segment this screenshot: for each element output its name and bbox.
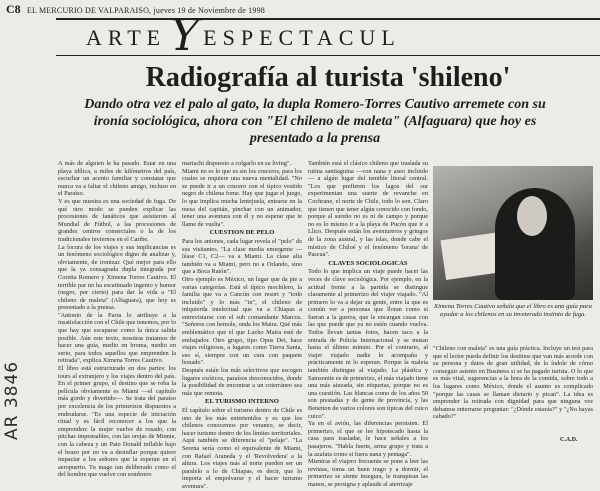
paragraph: El capítulo sobre el turismo dentro de Chile es uno de los más entretenidos y es que los chilenos conocemos por veraneo, se decir, hacer turismo dentro de los límites territoriales. Aquí también se diferencia el "pelaje". "La Serena sería como el equivalente de Miami, con Rafael Araneda y el 'Revolvedera' a la altura. Los viajes más al norte pueden ser un paralelo a lo de Chiapas, es decir, que lo importa el empolvarse y el hacer turismo aventura". <box>182 407 302 490</box>
paragraph: Ya en el avión, las diferencias persisten. El primerizo, el que se lee hipotecado hasta la casa para trasladar, le hace señales a los pasajeros. "Habla fuerte, arma grupo y trata a la azafata como si fuera nana y pentaga". <box>308 420 428 458</box>
author-credit: C.A.D. <box>560 437 578 443</box>
paragraph: La locura de los viajes y sus implicancias es un fenómeno sociológico digno de analizar y, obviamente, de ironizar. Qué mejor para ello que la ya consagrada dupla integrada por Coretta Romero y Ximena Torres Cautivo. El terrible par no ha escatimado ingenio y humor (negro, por cierto) para dar la vida a "El chileno de maleta" (Alfaguara), que hoy es presentado a la prensa. <box>58 243 176 312</box>
page-header <box>6 2 594 15</box>
article-column-2 <box>182 160 302 490</box>
section-word-espectaculos: ESPECTACUL <box>203 24 401 50</box>
subheading-claves-sociologicas: CLAVES SOCIOLOGICAS <box>328 259 408 267</box>
paragraph: Otro ejemplo es México, un lugar que da pie a varias categorías. Está el típico mochilero, la familia que va a Cancún con resort y "todo incluido" y lo más "in", el chileno de iniquierda intelectual que va a Chiapas a entrevistarse con el sub comandante Marcos. "Señores con bemole, onda los Maira. Qué más emblemático que el que Lucho Maira esté de embajador. Otro grupo, tipo Opus Dei, hace viajes religiosos, a lugares como Tierra Santa, eso sí, siempre con un cura con paquete bonado". <box>182 275 302 367</box>
photo-face-shape <box>517 196 547 236</box>
article-deck: Dando otra vez el palo al gato, la dupla Romero-Torres Cautivo arremete con su ironía sociológica, ahora con "El chileno de maleta" (Alfaguara) que hoy es presentado a la prensa <box>84 97 546 146</box>
paragraph: También está el clásico chileno que traslada su rutina santiaguina —con nana y aseo incluido— a algún lugar del temible litoral central. "Los que prefieren los lagos del sur experimentan una suerte de revanche en Cochrane, el norte de Chile, todo lo son. Claro que tienen que tener algún conocido con fondo, porque al sureño no es ni de campo y porque no es lo mismo ir a la playa de Pucón que ir a Llico. Después están los aventureros y gringos de la zona austral, y las islas, donde cabe el místico de Chiloé y el fenómeno 'lorana' de Pascua". <box>308 160 428 259</box>
paragraph: Para los aniones, cada lugar revela el "pelo" de sus visitantes. "La clase media emergente —léase C1, C2— va a Miami. La clase alta también va a Miami, pero no a Orlando, sino que a Boca Ratón". <box>182 237 302 276</box>
article-headline: Radiografía al turista 'shileno' <box>145 62 511 93</box>
handwritten-margin-note: AR 3846 <box>2 360 22 440</box>
subheading-turismo-interno: EL TURISMO INTERNO <box>205 398 279 406</box>
article-column-3 <box>308 160 428 488</box>
article-column-4 <box>433 345 593 433</box>
paragraph: Miami no es lo que es sin los cruceros, para los cuales se requiere una nueva mentalidad. "No se puede ir a un crucero con el típico vestido negro de chilena fome. Hay que jugar el juego, lo que implica mucha lentejuela, entrarse en la mesa del capitán, pinchar con un animador, tener una aventura con él y no esperar que te llame de vuelta". <box>182 167 302 228</box>
paragraph: mariachi dispuesto a colgarlo en su living". <box>182 160 292 167</box>
section-ampersand: Y <box>170 9 200 61</box>
paragraph: A más de alguien le ha pasado. Estar en una playa idílica, a miles de kilómetros del país, escuchar un acento familiar y constatar que nunca va a faltar el chileno amigo, incluso en el Paraíso. <box>58 160 176 198</box>
author-photo <box>433 166 593 300</box>
subheading-cuestion-de-pelo: CUESTION DE PELO <box>209 229 275 237</box>
paragraph: El libro está estructurado en dos partes: los tours al extranjero y los viajes dentro del país. En el primer grupo, el destino que se roba la película obviamente es Miami —el capítulo más gordo y divertido—. Se trata del paraíso por excelencia de los primerizos dispuestos a endeudarse. "Es una especie de iniciación ritual y es fácil reconocer a los que la emprenden: la mujer vuelve de rosado, con pitchas impensables, con las orejas de Minnie, con la cabeza y un Pato Donald inflable bajo el brazo por no va a desinflar porque quiere impactar a los señores que la esperan en el aeropuerto. Tu mago tan deliberado como el del hombre que vuelve con sombrero <box>58 365 176 479</box>
newspaper-dateline: EL MERCURIO DE VALPARAISO, jueves 19 de Noviembre de 1998 <box>26 6 265 15</box>
page-number: C8 <box>6 2 21 16</box>
paragraph: "Antonio de la Parra lo atribuye a la insatisfacción con el Chile que tenemos, por lo que hay que escaparse como la única salida posible. Aún este texto, nosotras tratamos de hacer una guía, medio en broma, medio en serio, para todos aquellos que emprenden la retirada", explica Ximena Torres Cautivo. <box>58 311 176 365</box>
section-word-arte: ARTE <box>86 24 167 50</box>
paragraph: Todo lo que implica un viaje puede hacer las veces de clave sociológica. Por ejemplo, en la actitud frente a la partida se distingue claramente al primerizo del viajer viajado. "Al primero lo va a dejar su gente, entre la que es común ver a personas que lloran como si fueran a la guerra, que le encargan casas con las que puede que ya no estén cuando vuelva. Todos llevan tantas fotos, hacen taco a la entrada de Policía Internacional y se mutan hasta el último minuto. Por el contrario, al viajer viajado nadie lo acompaña y prácticamente ni lo esperan. Porque la maleta también distingue al viajado. La plástica y Samsonite es de primerizo, el más viajado tiene una más aiuzada, sin etiquetas, porque no es una cuestión. Las blancas como de los años 50 son prestadas y de gente de provincia, y las Benetton de varios colores son típicas del cuico cuico". <box>308 268 428 420</box>
paragraph: "Chileno con maleta" es una guía práctica. Incluye un test para que el lector pueda definir los destinos que van más acorde con su persona y datos de gran utilidad, de la índole de cómo conseguir asiento en Business si se ha pagado turista. O lo que es más vital, sugerencias a la hora de la comida, sobre todo a los lugares como México, donde el asunto es complicado "porque las casas se llaman dietario y pican". La idea es emprender la retirada con dignidad para que ninguna vez debamos enterrarse preguntar: "¿Dónde estarás?" y "¿No hayas cabado?" <box>433 345 593 421</box>
photo-caption: Ximena Torres Cautivo señala que el libro es una guía para ayudar a los chilenos en su inveterado instinto de fuga. <box>434 303 592 318</box>
article-column-1 <box>58 160 176 479</box>
paragraph: Mientras el viajero frecuente se pone a leer las revistas, toma un buen trago y a dormir, el primerizo se siente insegura, le transpiran las manos, se persigna y aplaude al aterrizaje <box>308 458 428 488</box>
paragraph: Y es que nuestra es una sociedad de fuga. De qué otro modo se pueden explicar las procesiones de fanáticos que asistieron al Mundial de Fútbol, a las procesiones de grandes centros comerciales o la de los tradicionales inviernos en el Caribe. <box>58 197 176 243</box>
paragraph: Después están los más selectivos que escogen lugares exóticos, paraísos desconocidos, donde la posibilidad de encontrar a un coterráneo sea más que remota. <box>182 367 302 397</box>
